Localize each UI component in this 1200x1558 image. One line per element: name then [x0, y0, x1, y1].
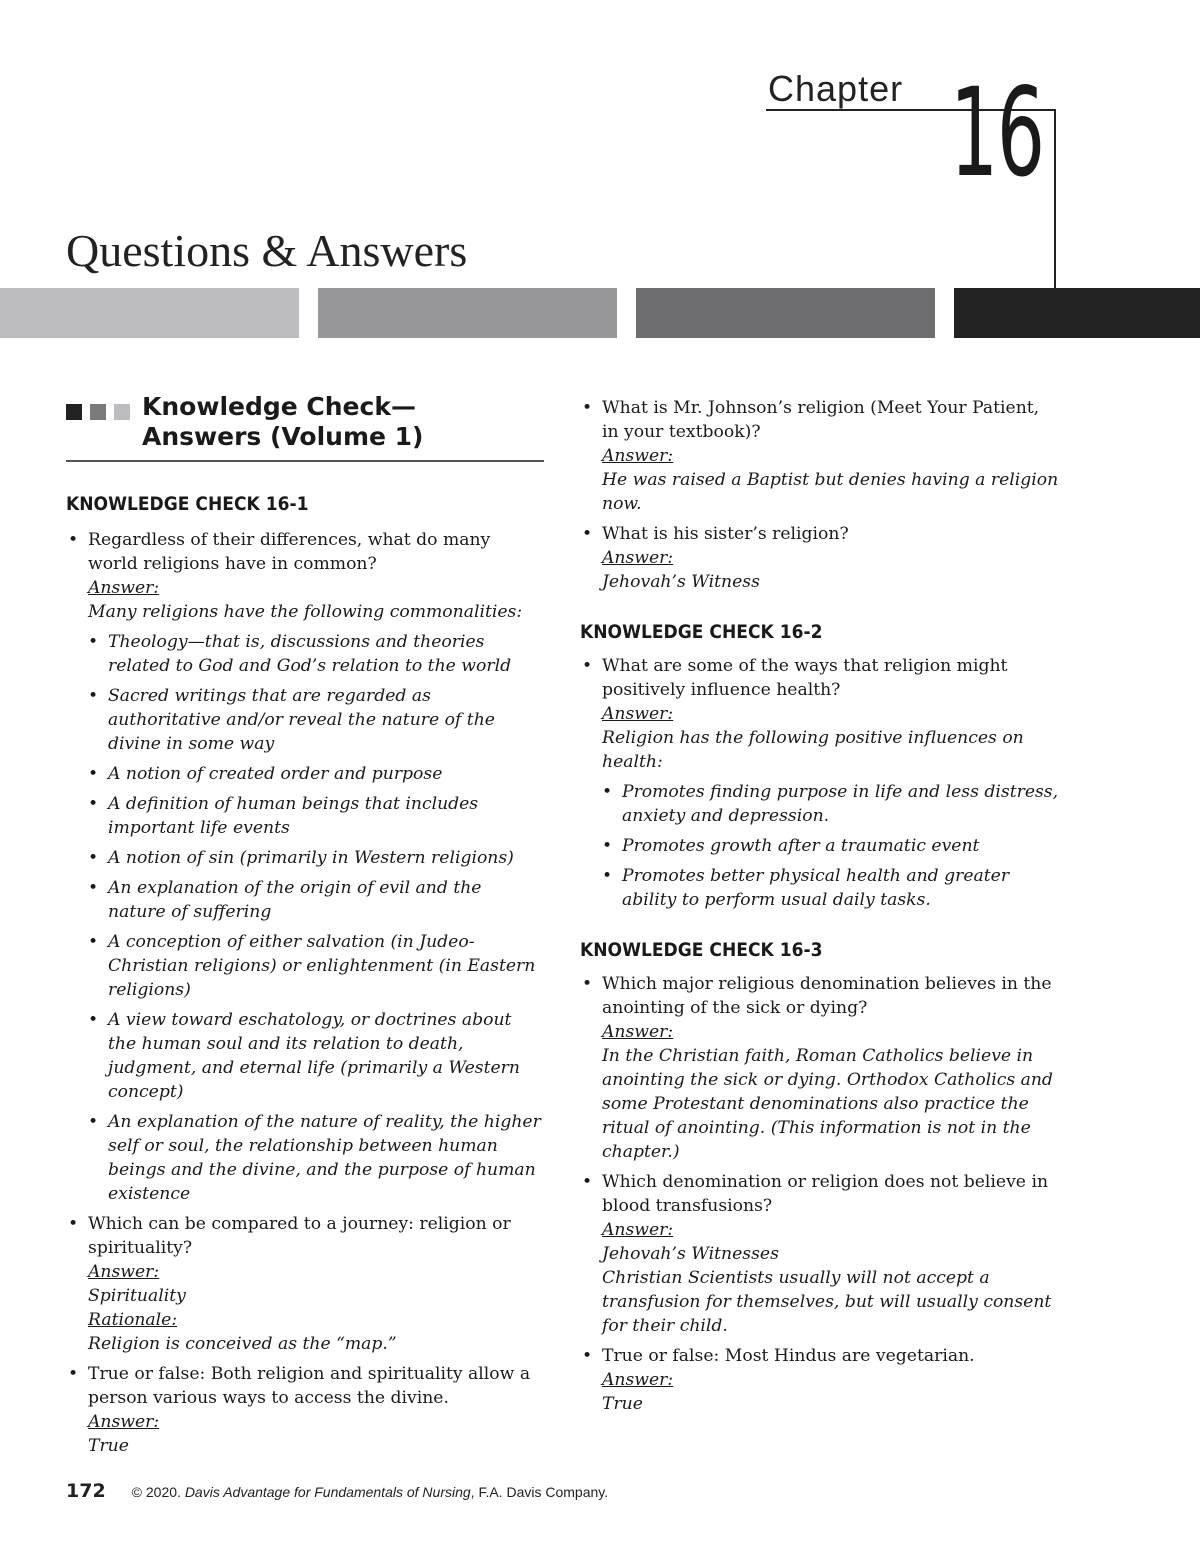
answer-text: Jehovah’s Witnesses — [602, 1244, 779, 1264]
square-dark-icon — [66, 404, 82, 420]
list-item: • A view toward eschatology, or doctrines about the human soul and its relation to death, judgment, and eternal life (primarily a Western concept) — [88, 1008, 544, 1104]
square-mid-icon — [90, 404, 106, 420]
list-item — [66, 528, 544, 1206]
list-item: • A definition of human beings that includes important life events — [88, 792, 544, 840]
answer-text: True — [88, 1436, 129, 1456]
copyright-prefix: © 2020. — [131, 1484, 185, 1500]
knowledge-check-title-line1: Knowledge Check— — [142, 392, 416, 421]
kc1-continued-list — [580, 396, 1060, 594]
list-item — [580, 654, 1060, 912]
list-item: • Sacred writings that are regarded as authoritative and/or reveal the nature of the divine in some way — [88, 684, 544, 756]
list-item: • Theology—that is, discussions and theories related to God and God’s relation to the world — [88, 630, 544, 678]
question-text: True or false: Most Hindus are vegetarian. — [602, 1346, 975, 1366]
answer-text: True — [602, 1394, 643, 1414]
answer-label: Answer: — [602, 1220, 674, 1240]
answer-text: Many religions have the following commonalities: — [88, 602, 523, 622]
commonalities-list — [88, 630, 544, 1206]
knowledge-check-title-line2: Answers (Volume 1) — [142, 422, 424, 451]
list-item: • Promotes finding purpose in life and less distress, anxiety and depression. — [602, 780, 1060, 828]
kc2-question-list — [580, 654, 1060, 912]
list-item: • Promotes better physical health and greater ability to perform usual daily tasks. — [602, 864, 1060, 912]
section-heading-kc1: KNOWLEDGE CHECK 16-1 — [66, 493, 309, 515]
heading-squares — [66, 392, 130, 420]
list-item — [580, 1170, 1060, 1338]
chapter-label: Chapter — [768, 68, 904, 109]
page-title: Questions & Answers — [66, 225, 468, 276]
section-heading-kc3: KNOWLEDGE CHECK 16-3 — [580, 939, 823, 961]
question-text: What is his sister’s religion? — [602, 524, 849, 544]
answer-text-secondary: Christian Scientists usually will not accept a transfusion for themselves, but will usually consent for their child. — [602, 1268, 1052, 1336]
question-text: Which denomination or religion does not believe in blood transfusions? — [602, 1172, 1049, 1216]
kc3-question-list — [580, 972, 1060, 1416]
header-band-2 — [318, 288, 617, 338]
answer-label: Answer: — [602, 548, 674, 568]
question-text: Regardless of their differences, what do many world religions have in common? — [88, 530, 491, 574]
list-item: • A conception of either salvation (in Judeo-Christian religions) or enlightenment (in Eastern religions) — [88, 930, 544, 1002]
header-band-1 — [0, 288, 299, 338]
knowledge-check-title — [142, 392, 423, 452]
chapter-number: 16 — [950, 62, 1044, 204]
header-band-4 — [954, 288, 1200, 338]
list-item — [580, 522, 1060, 594]
answer-text: Jehovah’s Witness — [602, 572, 760, 592]
answer-label: Answer: — [602, 446, 674, 466]
right-column — [580, 396, 1060, 1422]
heading-rule — [66, 460, 544, 462]
kc1-question-list — [66, 528, 544, 1458]
list-item — [580, 396, 1060, 516]
answer-text: In the Christian faith, Roman Catholics believe in anointing the sick or dying. Orthodox Catholics and some Protestant denominations also practice the ritual of anointing. (This information is not in the chapter.) — [602, 1046, 1053, 1162]
question-text: Which can be compared to a journey: religion or spirituality? — [88, 1214, 511, 1258]
left-column — [66, 392, 544, 1464]
list-item — [66, 1362, 544, 1458]
answer-label: Answer: — [602, 1022, 674, 1042]
knowledge-check-heading — [66, 392, 544, 452]
answer-label: Answer: — [88, 1412, 160, 1432]
list-item: • Promotes growth after a traumatic event — [602, 834, 1060, 858]
rationale-label: Rationale: — [88, 1310, 178, 1330]
header-band-3 — [636, 288, 935, 338]
question-text: What are some of the ways that religion might positively influence health? — [602, 656, 1008, 700]
section-heading-kc2: KNOWLEDGE CHECK 16-2 — [580, 621, 823, 643]
question-text: Which major religious denomination believes in the anointing of the sick or dying? — [602, 974, 1052, 1018]
page-footer — [66, 1480, 608, 1502]
list-item: • A notion of sin (primarily in Western religions) — [88, 846, 544, 870]
list-item — [580, 1344, 1060, 1416]
list-item: • A notion of created order and purpose — [88, 762, 544, 786]
answer-label: Answer: — [88, 578, 160, 598]
list-item: • An explanation of the nature of reality, the higher self or soul, the relationship between human beings and the divine, and the purpose of human existence — [88, 1110, 544, 1206]
health-influences-list — [602, 780, 1060, 912]
square-light-icon — [114, 404, 130, 420]
rationale-text: Religion is conceived as the “map.” — [88, 1334, 397, 1354]
question-text: True or false: Both religion and spirituality allow a person various ways to access the divine. — [88, 1364, 531, 1408]
answer-label: Answer: — [602, 704, 674, 724]
answer-text: Spirituality — [88, 1286, 186, 1306]
question-text: What is Mr. Johnson’s religion (Meet Your Patient, in your textbook)? — [602, 398, 1040, 442]
list-item: • An explanation of the origin of evil and the nature of suffering — [88, 876, 544, 924]
answer-text: Religion has the following positive influences on health: — [602, 728, 1024, 772]
list-item — [580, 972, 1060, 1164]
publisher: , F.A. Davis Company. — [470, 1484, 609, 1500]
list-item — [66, 1212, 544, 1356]
answer-label: Answer: — [88, 1262, 160, 1282]
answer-text: He was raised a Baptist but denies having a religion now. — [602, 470, 1059, 514]
answer-label: Answer: — [602, 1370, 674, 1390]
page-number: 172 — [66, 1480, 106, 1502]
book-title: Davis Advantage for Fundamentals of Nursing — [184, 1484, 471, 1500]
chapter-rule-vertical — [1054, 109, 1056, 291]
